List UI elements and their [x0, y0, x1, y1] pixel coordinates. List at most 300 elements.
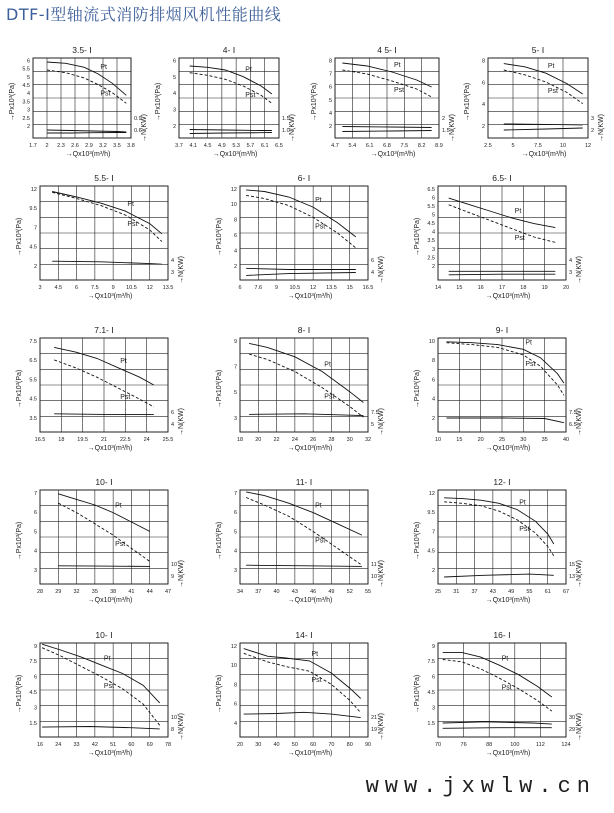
y-tick-label: 10 [230, 663, 237, 670]
x-tick-label: 20 [562, 285, 570, 291]
x-tick-label: 6.8 [383, 143, 391, 149]
n-axis-label: →N(KW) [378, 256, 385, 284]
series-label: Pt [315, 502, 322, 510]
series-label: Pst [315, 223, 326, 231]
y-tick-label: 4 [233, 548, 237, 555]
y-tick-label: 5 [172, 74, 176, 81]
n-tick-label: 3 [591, 116, 595, 122]
series-n2 [504, 128, 583, 130]
n-tick-label: 1.5 [282, 116, 290, 122]
n-axis-label: →N(KW) [378, 560, 385, 588]
x-tick-label: 60 [128, 742, 135, 748]
n-tick-label: 6.5 [569, 422, 577, 428]
x-tick-label: 78 [164, 742, 172, 748]
series-label: Pt [311, 650, 319, 658]
y-tick-label: 5.5 [29, 377, 37, 384]
y-tick-label: 1.5 [427, 720, 435, 727]
x-tick-label: 12 [310, 285, 317, 291]
y-tick-label: 7 [233, 364, 237, 371]
x-tick-label: 20 [236, 742, 244, 748]
chart-panel-13 [414, 477, 583, 604]
y-tick-label: 7.5 [29, 338, 37, 345]
chart-title: 10- Ⅰ [95, 630, 113, 640]
chart-panel-7 [414, 173, 583, 300]
y-tick-label: 4 [481, 102, 485, 109]
series-label: Pt [514, 208, 522, 216]
chart-panel-8 [16, 325, 185, 452]
n-axis-label: →N(KW) [576, 560, 583, 588]
series-pt [249, 343, 363, 402]
series-pst [246, 498, 362, 566]
y-axis-label: →Px10³(Pa) [464, 82, 471, 122]
y-tick-label: 2.5 [22, 115, 30, 122]
x-tick-label: 41 [128, 589, 135, 595]
x-axis-label: →Qx10³(m³/h) [485, 750, 531, 757]
x-tick-label: 18 [236, 437, 244, 443]
y-tick-label: 8 [233, 217, 237, 224]
y-axis-label: →Px10³(Pa) [216, 521, 223, 561]
n-axis-label: →N(KW) [598, 114, 605, 142]
y-tick-label: 6 [431, 674, 435, 681]
x-tick-label: 31 [453, 589, 460, 595]
y-tick-label: 4 [172, 91, 176, 98]
y-tick-label: 2 [33, 263, 37, 270]
x-tick-label: 76 [460, 742, 467, 748]
series-label: Pst [519, 525, 530, 533]
x-tick-label: 7.5 [400, 143, 409, 149]
series-n [246, 565, 362, 566]
y-tick-label: 5 [233, 390, 237, 397]
chart-panel-2 [155, 45, 296, 158]
x-axis-label: →Qx10³(m³/h) [87, 597, 133, 604]
n-axis-label: →N(KW) [178, 560, 185, 588]
x-tick-label: 10 [559, 143, 567, 149]
series-pt [58, 494, 149, 532]
y-tick-label: 2.5 [427, 255, 435, 262]
series-n2 [342, 131, 431, 132]
x-tick-label: 9 [111, 285, 115, 291]
x-tick-label: 67 [562, 589, 570, 595]
y-tick-label: 3 [33, 705, 37, 712]
n-tick-label: 4 [371, 270, 375, 276]
x-tick-label: 88 [486, 742, 493, 748]
y-tick-label: 10 [428, 338, 435, 345]
y-tick-label: 6 [328, 84, 332, 91]
x-tick-label: 2.3 [57, 143, 65, 149]
x-tick-label: 32 [364, 437, 372, 443]
x-tick-label: 14 [434, 285, 442, 291]
x-tick-label: 50 [291, 742, 298, 748]
x-tick-label: 2.9 [85, 143, 93, 149]
n-axis-label: →N(KW) [378, 408, 385, 436]
series-n [190, 130, 272, 131]
series-label: Pst [514, 234, 525, 242]
y-tick-label: 6 [233, 233, 237, 240]
x-tick-label: 12 [146, 285, 153, 291]
x-tick-label: 40 [562, 437, 570, 443]
x-tick-label: 32 [73, 589, 80, 595]
y-axis-label: →Px10³(Pa) [311, 82, 318, 122]
x-axis-label: →Qx10³(m³/h) [87, 293, 133, 300]
x-tick-label: 3.5 [113, 143, 121, 149]
chart-title: 8- Ⅰ [297, 325, 311, 335]
n-axis-label: →N(KW) [178, 713, 185, 741]
series-label: Pst [393, 87, 405, 94]
y-tick-label: 6 [26, 58, 30, 65]
y-tick-label: 9 [431, 643, 435, 650]
y-tick-label: 12 [230, 186, 237, 193]
x-tick-label: 5.4 [348, 143, 357, 149]
x-tick-label: 8.9 [435, 143, 443, 149]
series-pt [42, 644, 160, 703]
n-tick-label: 7.5 [569, 410, 577, 416]
y-tick-label: 6 [33, 674, 37, 681]
y-tick-label: 4 [431, 396, 435, 403]
x-tick-label: 19.5 [77, 437, 89, 443]
chart-panel-12 [216, 477, 385, 604]
y-axis-label: →Px10³(Pa) [414, 674, 421, 714]
n-tick-label: 4 [569, 258, 573, 264]
series-pst [444, 499, 554, 556]
x-tick-label: 15 [456, 285, 463, 291]
y-tick-label: 3 [431, 705, 435, 712]
y-tick-label: 8 [328, 58, 332, 65]
y-tick-label: 5.5 [427, 203, 435, 210]
x-tick-label: 16.5 [34, 437, 46, 443]
x-tick-label: 16 [36, 742, 44, 748]
y-tick-label: 2 [233, 263, 237, 270]
x-tick-label: 24 [143, 437, 150, 443]
x-tick-label: 4.1 [189, 143, 198, 149]
chart-panel-11 [16, 477, 185, 604]
chart-title: 6.5- Ⅰ [492, 173, 512, 183]
x-axis-label: →Qx10³(m³/h) [287, 750, 333, 757]
chart-title: 3.5- Ⅰ [72, 45, 92, 55]
y-tick-label: 9 [33, 643, 37, 650]
x-axis-label: →Qx10³(m³/h) [370, 151, 416, 158]
chart-panel-10 [414, 325, 583, 452]
series-label: Pt [103, 655, 111, 663]
chart-panel-6 [216, 173, 385, 300]
y-tick-label: 6 [33, 510, 37, 517]
chart-title: 4 5- Ⅰ [377, 45, 397, 55]
n-axis-label: →N(KW) [576, 408, 583, 436]
x-tick-label: 15 [346, 285, 353, 291]
x-tick-label: 6.5 [275, 143, 283, 149]
x-tick-label: 37 [255, 589, 262, 595]
n-tick-label: 4 [171, 258, 175, 264]
x-tick-label: 24 [291, 437, 298, 443]
x-tick-label: 22 [273, 437, 280, 443]
x-tick-label: 3.7 [175, 143, 183, 149]
x-tick-label: 20 [255, 437, 262, 443]
y-tick-label: 2 [26, 124, 30, 130]
n-tick-label: 4 [171, 422, 175, 428]
n-tick-label: 10 [371, 574, 378, 580]
x-tick-label: 40 [273, 589, 280, 595]
x-tick-label: 55 [526, 589, 533, 595]
chart-panel-5 [16, 173, 185, 300]
chart-title: 7.1- Ⅰ [94, 325, 114, 335]
x-tick-label: 25 [498, 437, 506, 443]
n-tick-label: 30 [569, 715, 576, 721]
series-pst [447, 343, 564, 396]
series-n [47, 130, 126, 132]
y-tick-label: 5 [33, 529, 37, 536]
x-tick-label: 4.5 [203, 143, 212, 149]
y-tick-label: 7.5 [29, 659, 37, 666]
series-n2 [47, 133, 126, 134]
y-axis-label: →Px10³(Pa) [414, 217, 421, 257]
y-tick-label: 9.5 [29, 206, 37, 213]
x-tick-label: 70 [328, 742, 335, 748]
x-tick-label: 18 [520, 285, 527, 291]
x-tick-label: 47 [164, 589, 172, 595]
series-pst [47, 70, 126, 103]
y-axis-label: →Px10³(Pa) [16, 521, 23, 561]
series-label: Pt [501, 655, 509, 663]
y-tick-label: 3 [26, 107, 30, 114]
x-tick-label: 2.5 [484, 143, 492, 149]
y-tick-label: 5 [233, 529, 237, 536]
series-n [443, 722, 552, 724]
series-label: Pst [245, 92, 256, 99]
series-label: Pt [393, 62, 401, 69]
x-tick-label: 40 [273, 742, 280, 748]
x-tick-label: 6 [75, 285, 79, 291]
x-axis-label: →Qx10³(m³/h) [87, 445, 133, 452]
series-pt [246, 190, 356, 237]
x-axis-label: →Qx10³(m³/h) [65, 151, 111, 158]
y-tick-label: 5.5 [22, 66, 30, 73]
x-tick-label: 13.5 [326, 285, 337, 291]
x-tick-label: 10.5 [289, 285, 301, 291]
watermark: www.jxwlw.cn [365, 774, 596, 799]
y-tick-label: 12 [428, 490, 435, 497]
series-label: Pst [547, 88, 559, 95]
x-tick-label: 80 [346, 742, 353, 748]
x-tick-label: 37 [471, 589, 478, 595]
n-tick-label: 6 [171, 410, 175, 416]
x-tick-label: 29 [55, 589, 62, 595]
n-tick-label: 0.6 [134, 128, 142, 134]
series-pst [42, 648, 160, 726]
y-tick-label: 4 [233, 248, 237, 255]
chart-title: 5- Ⅰ [531, 45, 545, 55]
x-axis-label: →Qx10³(m³/h) [287, 597, 333, 604]
chart-panel-1 [9, 45, 148, 158]
x-tick-label: 25 [434, 589, 442, 595]
y-tick-label: 3 [233, 567, 237, 574]
x-tick-label: 3 [38, 285, 42, 291]
x-axis-label: →Qx10³(m³/h) [485, 597, 531, 604]
y-tick-label: 3.5 [427, 238, 435, 245]
n-tick-label: 3 [569, 270, 573, 276]
x-tick-label: 33 [73, 742, 80, 748]
y-tick-label: 7 [33, 490, 37, 497]
x-tick-label: 5.3 [232, 143, 240, 149]
series-label: Pst [525, 360, 536, 368]
n-axis-label: →N(KW) [576, 256, 583, 284]
series-label: Pst [120, 394, 131, 402]
x-tick-label: 51 [110, 742, 117, 748]
y-tick-label: 9 [233, 338, 237, 345]
x-tick-label: 10 [434, 437, 442, 443]
x-tick-label: 70 [434, 742, 442, 748]
series-label: Pt [547, 63, 555, 71]
y-tick-label: 7 [233, 490, 237, 497]
n-tick-label: 1.0 [282, 128, 290, 134]
x-tick-label: 16 [477, 285, 484, 291]
y-tick-label: 4 [328, 110, 332, 117]
chart-title: 11- Ⅰ [295, 477, 313, 487]
y-tick-label: 6 [431, 377, 435, 384]
y-axis-label: →Px10³(Pa) [155, 82, 162, 122]
y-tick-label: 6 [233, 510, 237, 517]
series-n [447, 418, 564, 423]
x-tick-label: 46 [310, 589, 317, 595]
series-pt [447, 342, 564, 383]
y-tick-label: 4.5 [427, 690, 435, 697]
n-axis-label: →N(KW) [141, 114, 148, 142]
x-tick-label: 42 [91, 742, 98, 748]
y-tick-label: 2 [328, 124, 332, 130]
n-tick-label: 5 [371, 422, 375, 428]
y-tick-label: 7 [33, 225, 37, 232]
x-tick-label: 44 [146, 589, 153, 595]
y-tick-label: 7 [431, 529, 435, 536]
y-tick-label: 9.5 [427, 510, 435, 517]
y-tick-label: 4.5 [22, 83, 30, 89]
y-tick-label: 2 [431, 415, 435, 422]
x-tick-label: 10.5 [126, 285, 137, 291]
y-tick-label: 2 [431, 567, 435, 574]
n-tick-label: 21 [371, 715, 378, 721]
n-axis-label: →N(KW) [178, 256, 185, 284]
y-tick-label: 4 [233, 720, 237, 727]
chart-panel-3 [311, 45, 456, 158]
n-tick-label: 7.5 [371, 410, 379, 416]
n-axis-label: →N(KW) [289, 114, 296, 142]
y-tick-label: 5 [431, 212, 435, 219]
y-tick-label: 6.5 [427, 186, 435, 193]
series-pt [244, 649, 361, 699]
x-tick-label: 9 [275, 285, 279, 291]
n-axis-label: →N(KW) [378, 713, 385, 741]
x-tick-label: 6.1 [365, 143, 374, 149]
y-tick-label: 8 [233, 682, 237, 689]
x-tick-label: 26 [310, 437, 317, 443]
x-tick-label: 60 [310, 742, 317, 748]
x-tick-label: 38 [110, 589, 117, 595]
series-n [42, 727, 160, 729]
series-pst [246, 195, 356, 248]
page-title: DTF-Ⅰ型轴流式消防排烟风机性能曲线 [6, 5, 282, 24]
x-tick-label: 15 [456, 437, 463, 443]
y-tick-label: 1.5 [29, 720, 37, 727]
x-tick-label: 17 [498, 285, 506, 291]
y-tick-label: 7 [328, 71, 332, 78]
x-axis-label: →Qx10³(m³/h) [87, 750, 133, 757]
x-tick-label: 16.5 [362, 285, 374, 291]
n-tick-label: 29 [569, 727, 576, 733]
x-axis-label: →Qx10³(m³/h) [485, 445, 531, 452]
n-tick-label: 9 [171, 574, 175, 580]
n-tick-label: 11 [371, 562, 377, 568]
x-axis-label: →Qx10³(m³/h) [287, 293, 333, 300]
x-tick-label: 100 [510, 742, 520, 748]
chart-panel-15 [216, 630, 385, 757]
series-n [244, 712, 361, 717]
series-label: Pt [120, 357, 127, 365]
series-label: Pt [315, 197, 322, 205]
x-tick-label: 5 [511, 143, 515, 149]
x-tick-label: 22.5 [119, 437, 131, 443]
x-tick-label: 6 [238, 285, 242, 291]
x-tick-label: 12 [584, 143, 592, 149]
n-axis-label: →N(KW) [178, 408, 185, 436]
chart-panel-14 [16, 630, 185, 757]
series-pst [249, 354, 363, 417]
series-n2 [190, 133, 272, 134]
x-tick-label: 19 [541, 285, 548, 291]
n-axis-label: →N(KW) [576, 713, 583, 741]
x-tick-label: 52 [346, 589, 353, 595]
series-label: Pt [245, 66, 252, 74]
x-tick-label: 2.6 [71, 143, 79, 149]
y-tick-label: 5 [26, 74, 30, 81]
chart-title: 5.5- Ⅰ [94, 173, 114, 183]
y-tick-label: 6 [431, 195, 435, 202]
x-tick-label: 112 [536, 742, 545, 748]
series-label: Pst [115, 541, 126, 549]
series-label: Pst [324, 393, 335, 401]
series-label: Pt [127, 201, 134, 209]
series-n [249, 414, 363, 416]
y-tick-label: 5 [328, 97, 332, 104]
x-tick-label: 49 [328, 589, 335, 595]
series-label: Pst [315, 537, 326, 545]
x-tick-label: 28 [36, 589, 44, 595]
y-tick-label: 6.5 [29, 358, 37, 365]
series-label: Pt [100, 64, 107, 71]
series-label: Pt [519, 499, 526, 507]
chart-title: 14- Ⅰ [295, 630, 313, 640]
chart-title: 16- Ⅰ [493, 630, 511, 640]
y-tick-label: 3 [33, 567, 37, 574]
series-pt [190, 66, 272, 94]
y-axis-label: →Px10³(Pa) [16, 369, 23, 409]
chart-panel-9 [216, 325, 385, 452]
x-tick-label: 34 [236, 589, 244, 595]
series-n2 [246, 273, 356, 276]
y-axis-label: →Px10³(Pa) [9, 82, 16, 122]
series-n [246, 268, 356, 269]
series-pst [190, 73, 272, 104]
series-n [342, 127, 431, 128]
y-axis-label: →Px10³(Pa) [216, 369, 223, 409]
series-label: Pst [501, 684, 512, 692]
y-tick-label: 3 [431, 246, 435, 253]
series-label: Pst [100, 90, 111, 98]
series-pst [52, 192, 162, 241]
chart-title: 6- Ⅰ [297, 173, 311, 183]
n-tick-label: 10 [171, 562, 178, 568]
n-tick-label: 2 [442, 116, 446, 122]
y-tick-label: 12 [230, 643, 237, 650]
y-tick-label: 3 [233, 415, 237, 422]
y-tick-label: 4.5 [29, 690, 37, 697]
